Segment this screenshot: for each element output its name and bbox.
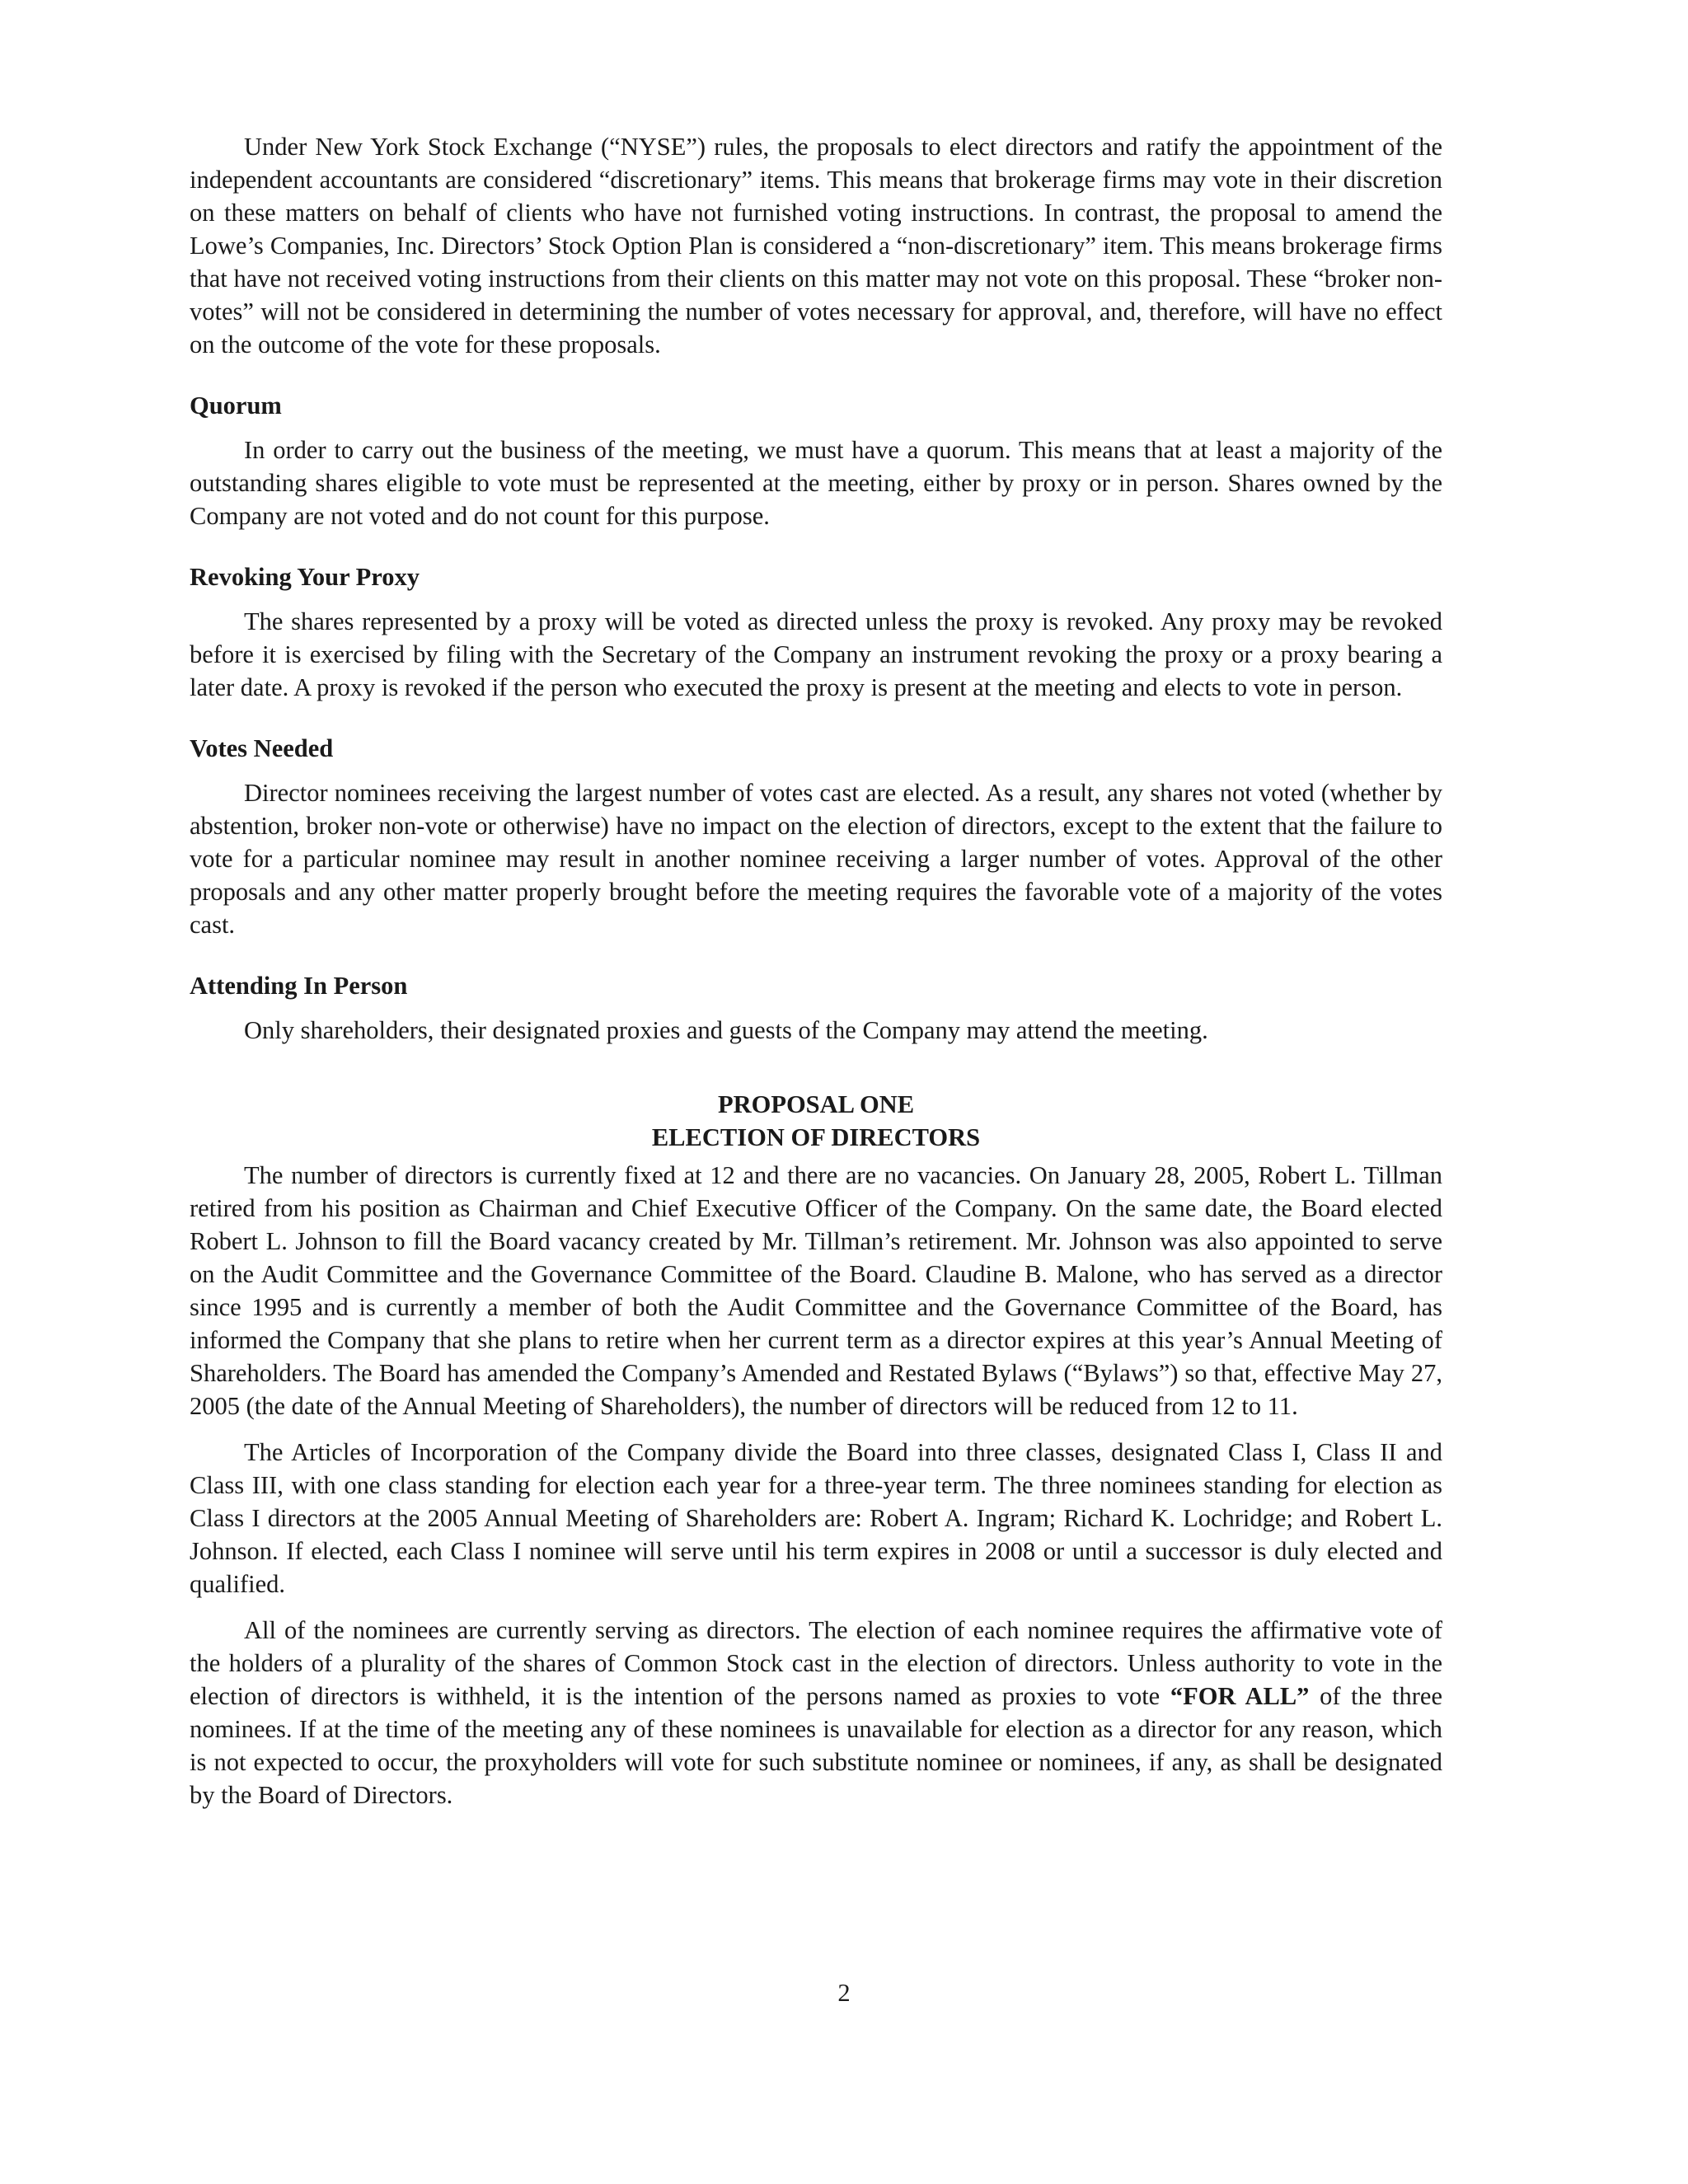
page-number: 2 [837,1979,851,2007]
section-body-quorum: In order to carry out the business of the meeting, we must have a quorum. This means that at least a majority of the outstanding shares eligible to vote must be represented at the meeting, either by proxy or in person. Shares owned by the Company are not voted and do not count for this purpose. [190,436,1442,530]
section-heading-attending-in-person: Attending In Person [190,972,408,1000]
proposal-paragraph-1: The number of directors is currently fixed at 12 and there are no vacancies. On January 28, 2005, Robert L. Tillman retired from his position as Chairman and Chief Executive Officer of the Company. On the same date, the Board elected Robert L. Johnson to fill the Board vacancy created by Mr. Tillman’s retirement. Mr. Johnson was also appointed to serve on the Audit Committee and the Governance Committee of the Board. Claudine B. Malone, who has served as a director since 1995 and is currently a member of both the Audit Committee and the Governance Committee of the Board, has informed the Company that she plans to retire when her current term as a director expires at this year’s Annual Meeting of Shareholders. The Board has amended the Company’s Amended and Restated Bylaws (“Bylaws”) so that, effective May 27, 2005 (the date of the Annual Meeting of Shareholders), the number of directors will be reduced from 12 to 11. [190,1161,1442,1420]
section-heading-revoking-proxy: Revoking Your Proxy [190,563,420,591]
proposal-paragraph-3-text-b: of the three nominees. If at the time of the meeting any of these nominees is unavailable for election as a director for any reason, which is not expected to occur, the proxyholders will vote for such substitute nominee or nominees, if any, as shall be designated by the Board of Directors. [190,1682,1442,1809]
proposal-paragraph-2: The Articles of Incorporation of the Company divide the Board into three classes, designated Class I, Class II and Class III, with one class standing for election each year for a three-year term. The three nominees standing for election as Class I directors at the 2005 Annual Meeting of Shareholders are: Robert A. Ingram; Richard K. Lochridge; and Robert L. Johnson. If elected, each Class I nominee will serve until his term expires in 2008 or until a successor is duly elected and qualified. [190,1438,1442,1598]
section-body-revoking-proxy: The shares represented by a proxy will be voted as directed unless the proxy is revoked. Any proxy may be revoked before it is exercised by filing with the Secretary of the Company an instrument revoking the proxy or a proxy bearing a later date. A proxy is revoked if the person who executed the proxy is present at the meeting and elects to vote in person. [190,607,1442,701]
proposal-subtitle: ELECTION OF DIRECTORS [651,1123,981,1151]
proposal-title: PROPOSAL ONE [717,1090,915,1118]
proposal-title-block [190,1088,1442,1154]
for-all-emphasis: “FOR ALL” [1170,1682,1310,1710]
intro-paragraph: Under New York Stock Exchange (“NYSE”) rules, the proposals to elect directors and ratify the appointment of the independent accountants are considered “discretionary” items. This means that brokerage firms may vote in their discretion on these matters on behalf of clients who have not furnished voting instructions. In contrast, the proposal to amend the Lowe’s Companies, Inc. Directors’ Stock Option Plan is considered a “non-discretionary” item. This means brokerage firms that have not received voting instructions from their clients on this matter may not vote on this proposal. These “broker non-votes” will not be considered in determining the number of votes necessary for approval, and, therefore, will have no effect on the outcome of the vote for these proposals. [190,133,1442,359]
proposal-paragraph-3-text-a: All of the nominees are currently serving as directors. The election of each nominee requires the affirmative vote of the holders of a plurality of the shares of Common Stock cast in the election of directors. Unless authority to vote in the election of directors is withheld, it is the intention of the persons named as proxies to vote [190,1616,1442,1710]
section-body-votes-needed: Director nominees receiving the largest number of votes cast are elected. As a result, any shares not voted (whether by abstention, broker non-vote or otherwise) have no impact on the election of directors, except to the extent that the failure to vote for a particular nominee may result in another nominee receiving a larger number of votes. Approval of the other proposals and any other matter properly brought before the meeting requires the favorable vote of a majority of the votes cast. [190,779,1442,939]
proposal-paragraph-3 [190,1614,1442,1811]
document-page [190,130,1442,1811]
section-heading-votes-needed: Votes Needed [190,734,334,762]
section-heading-quorum: Quorum [190,391,282,419]
section-body-attending-in-person: Only shareholders, their designated proxies and guests of the Company may attend the meeting. [244,1016,1208,1044]
